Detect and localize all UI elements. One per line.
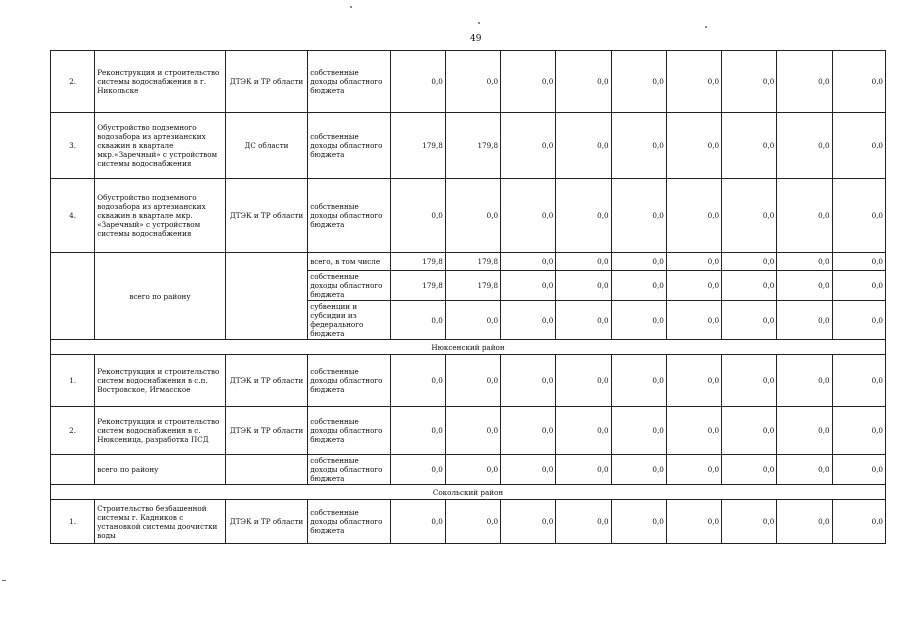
scan-speck [705, 26, 707, 28]
value-cell: 0,0 [666, 407, 721, 455]
section-title: Сокольский район [51, 485, 886, 500]
value-cell: 0,0 [501, 455, 556, 485]
value-cell: 0,0 [390, 51, 445, 113]
value-cell: 0,0 [390, 500, 445, 544]
measure-name: Реконструкция и строительство систем водоснабжения в с. Нюксеница, разработка ПСД [95, 407, 226, 455]
section-header-row [51, 485, 886, 500]
scan-speck [2, 580, 6, 581]
value-cell: 0,0 [666, 51, 721, 113]
row-number: 1. [51, 500, 95, 544]
value-cell: 0,0 [666, 355, 721, 407]
funding-source: собственные доходы областного бюджета [308, 271, 390, 301]
value-cell: 0,0 [832, 500, 885, 544]
value-cell: 179,8 [445, 253, 500, 271]
value-cell: 0,0 [722, 455, 777, 485]
value-cell: 0,0 [832, 253, 885, 271]
funding-source: собственные доходы областного бюджета [308, 51, 390, 113]
value-cell: 0,0 [501, 113, 556, 179]
value-cell: 0,0 [722, 113, 777, 179]
value-cell: 0,0 [722, 355, 777, 407]
value-cell: 0,0 [777, 113, 832, 179]
value-cell: 0,0 [611, 455, 666, 485]
value-cell: 0,0 [501, 253, 556, 271]
value-cell: 0,0 [445, 500, 500, 544]
row-number [51, 455, 95, 485]
funding-source: собственные доходы областного бюджета [308, 113, 390, 179]
executor: ДТЭК и ТР области [225, 500, 307, 544]
funding-source: собственные доходы областного бюджета [308, 407, 390, 455]
total-row [51, 253, 886, 271]
value-cell: 0,0 [501, 51, 556, 113]
value-cell: 179,8 [390, 253, 445, 271]
funding-source: всего, в том числе [308, 253, 390, 271]
row-number: 2. [51, 407, 95, 455]
value-cell: 179,8 [445, 113, 500, 179]
value-cell: 0,0 [832, 113, 885, 179]
table-row [51, 407, 886, 455]
total-label: всего по району [95, 253, 226, 340]
executor: ДТЭК и ТР области [225, 51, 307, 113]
value-cell: 0,0 [445, 179, 500, 253]
funding-source: субвенции и субсидии из федерального бюджета [308, 301, 390, 340]
value-cell: 0,0 [501, 301, 556, 340]
value-cell: 0,0 [611, 51, 666, 113]
value-cell: 0,0 [832, 301, 885, 340]
executor: ДС области [225, 113, 307, 179]
value-cell: 0,0 [832, 455, 885, 485]
measure-name: Обустройство подземного водозабора из артезианских скважин в квартале мкр.«Заречный» с устройством системы водоснабжения [95, 113, 226, 179]
value-cell: 0,0 [777, 455, 832, 485]
value-cell: 0,0 [611, 355, 666, 407]
value-cell: 0,0 [611, 179, 666, 253]
value-cell: 0,0 [832, 355, 885, 407]
value-cell: 0,0 [501, 500, 556, 544]
value-cell: 0,0 [611, 271, 666, 301]
scan-speck [478, 22, 480, 24]
value-cell: 0,0 [556, 271, 611, 301]
table-row [51, 113, 886, 179]
section-title: Нюксенский район [51, 340, 886, 355]
row-number: 3. [51, 113, 95, 179]
value-cell: 0,0 [556, 51, 611, 113]
value-cell: 0,0 [445, 455, 500, 485]
value-cell: 0,0 [556, 253, 611, 271]
value-cell: 0,0 [722, 301, 777, 340]
value-cell: 0,0 [666, 455, 721, 485]
executor: ДТЭК и ТР области [225, 355, 307, 407]
table-row [51, 500, 886, 544]
executor [225, 455, 307, 485]
value-cell: 0,0 [832, 271, 885, 301]
value-cell: 0,0 [556, 455, 611, 485]
value-cell: 0,0 [556, 179, 611, 253]
table-row [51, 179, 886, 253]
row-number: 4. [51, 179, 95, 253]
page-number: 49 [470, 34, 482, 44]
value-cell: 0,0 [722, 253, 777, 271]
value-cell: 0,0 [777, 271, 832, 301]
measure-name: Обустройство подземного водозабора из артезианских скважин в квартале мкр. «Заречный» с устройством системы водоснабжения [95, 179, 226, 253]
value-cell: 0,0 [556, 355, 611, 407]
value-cell: 0,0 [666, 179, 721, 253]
value-cell: 0,0 [777, 355, 832, 407]
value-cell: 0,0 [445, 355, 500, 407]
funding-source: собственные доходы областного бюджета [308, 500, 390, 544]
value-cell: 0,0 [501, 179, 556, 253]
value-cell: 0,0 [611, 301, 666, 340]
value-cell: 0,0 [445, 407, 500, 455]
section-header-row [51, 340, 886, 355]
measure-name: Строительство безбашенной системы г. Кадников с установкой системы доочистки воды [95, 500, 226, 544]
row-number [51, 253, 95, 340]
value-cell: 0,0 [556, 500, 611, 544]
value-cell: 0,0 [722, 271, 777, 301]
row-number: 1. [51, 355, 95, 407]
value-cell: 0,0 [832, 179, 885, 253]
total-row [51, 455, 886, 485]
table-row [51, 355, 886, 407]
value-cell: 179,8 [390, 271, 445, 301]
program-table [50, 50, 886, 544]
value-cell: 0,0 [666, 113, 721, 179]
value-cell: 0,0 [722, 407, 777, 455]
value-cell: 0,0 [611, 407, 666, 455]
value-cell: 0,0 [777, 51, 832, 113]
value-cell: 0,0 [777, 407, 832, 455]
value-cell: 0,0 [777, 253, 832, 271]
value-cell: 0,0 [501, 355, 556, 407]
value-cell: 0,0 [390, 455, 445, 485]
value-cell: 0,0 [390, 407, 445, 455]
value-cell: 0,0 [777, 500, 832, 544]
value-cell: 0,0 [390, 179, 445, 253]
value-cell: 0,0 [501, 407, 556, 455]
row-number: 2. [51, 51, 95, 113]
value-cell: 0,0 [556, 407, 611, 455]
table-body [51, 51, 886, 544]
value-cell: 0,0 [611, 113, 666, 179]
value-cell: 0,0 [666, 500, 721, 544]
executor: ДТЭК и ТР области [225, 407, 307, 455]
scan-speck [350, 6, 352, 8]
value-cell: 0,0 [722, 500, 777, 544]
total-label: всего по району [95, 455, 226, 485]
measure-name: Реконструкция и строительство систем водоснабжения в с.п. Востровское, Игмасское [95, 355, 226, 407]
value-cell: 0,0 [777, 179, 832, 253]
measure-name: Реконструкция и строительство системы водоснабжения в г. Никольске [95, 51, 226, 113]
funding-source: собственные доходы областного бюджета [308, 179, 390, 253]
table-row [51, 51, 886, 113]
value-cell: 0,0 [611, 500, 666, 544]
value-cell: 0,0 [666, 301, 721, 340]
executor: ДТЭК и ТР области [225, 179, 307, 253]
value-cell: 0,0 [445, 51, 500, 113]
funding-source: собственные доходы областного бюджета [308, 455, 390, 485]
value-cell: 0,0 [722, 179, 777, 253]
value-cell: 0,0 [501, 271, 556, 301]
value-cell: 0,0 [556, 301, 611, 340]
funding-source: собственные доходы областного бюджета [308, 355, 390, 407]
executor [225, 253, 307, 340]
value-cell: 0,0 [390, 355, 445, 407]
value-cell: 0,0 [832, 51, 885, 113]
value-cell: 0,0 [722, 51, 777, 113]
value-cell: 0,0 [666, 253, 721, 271]
value-cell: 0,0 [777, 301, 832, 340]
value-cell: 0,0 [666, 271, 721, 301]
value-cell: 0,0 [390, 301, 445, 340]
value-cell: 179,8 [445, 271, 500, 301]
value-cell: 179,8 [390, 113, 445, 179]
value-cell: 0,0 [611, 253, 666, 271]
value-cell: 0,0 [445, 301, 500, 340]
value-cell: 0,0 [832, 407, 885, 455]
value-cell: 0,0 [556, 113, 611, 179]
